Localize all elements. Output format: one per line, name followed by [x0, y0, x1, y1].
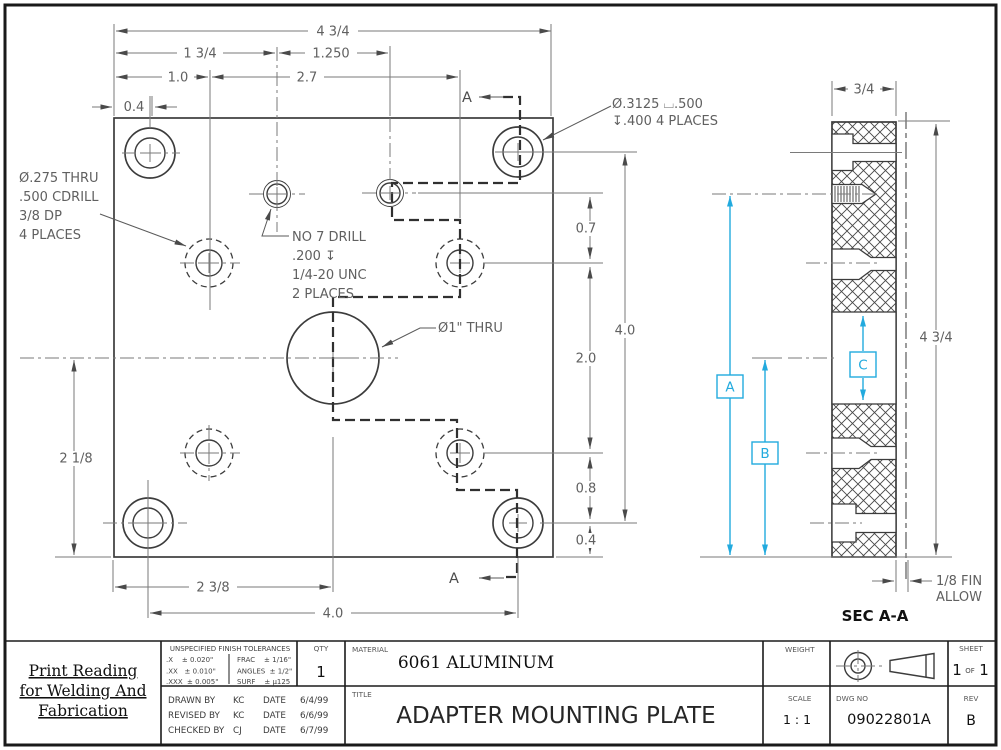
cutting-plane-line [333, 97, 520, 577]
front-dimensions [52, 24, 643, 622]
rev-box [964, 694, 979, 729]
fin-allow-line1: 1/8 FIN [936, 574, 983, 589]
signoff-date-label-3: DATE [263, 726, 286, 736]
signoff-initials-2: KC [233, 711, 245, 721]
projection-symbol [836, 650, 934, 682]
dim-2-7: 2.7 [296, 70, 318, 86]
org-line2: for Welding And [19, 682, 147, 700]
tol-frac: FRAC ± 1/16" [237, 656, 292, 664]
sheet-total: 1 [979, 661, 989, 679]
section-view [712, 112, 906, 582]
sheet-num: 1 [952, 661, 962, 679]
callout-tap-3: 1/4-20 UNC [292, 268, 367, 283]
scale-label: SCALE [788, 694, 812, 703]
callout-tap-1: NO 7 DRILL [292, 230, 366, 245]
dim-section-height: 4 3/4 [919, 330, 953, 346]
tol-angles: ANGLES ± 1/2" [237, 667, 293, 676]
signoff-box [168, 696, 328, 736]
signoff-role-1: DRAWN BY [168, 696, 216, 706]
callout-center-hole: Ø1" THRU [438, 321, 503, 336]
title-box [351, 690, 716, 729]
weight-label: WEIGHT [785, 645, 815, 654]
sheet-box [952, 644, 989, 679]
signoff-date-3: 6/7/99 [300, 726, 329, 736]
dim-2-1-8: 2 1/8 [59, 451, 93, 467]
tol-xxx: .XXX ± 0.005" [166, 678, 219, 686]
dim-4-0-right: 4.0 [614, 323, 636, 339]
balloon-label-c[interactable]: C [858, 357, 868, 374]
tol-xx: .XX ± 0.010" [166, 667, 216, 676]
dim-1-0: 1.0 [167, 70, 189, 86]
callout-cdrill-1: Ø.275 THRU [19, 171, 99, 186]
dim-2-0: 2.0 [575, 351, 597, 367]
callout-cbore-2: ↧.400 4 PLACES [612, 114, 718, 129]
fin-allow-line2: ALLOW [936, 590, 983, 605]
cdrill-hole-lower-right [436, 429, 484, 477]
dim-2-3-8: 2 3/8 [196, 580, 230, 596]
signoff-date-1: 6/4/99 [300, 696, 329, 706]
callout-tap-4: 2 PLACES [292, 287, 354, 302]
dwg-no-value: 09022801A [847, 712, 931, 728]
weight-box [785, 645, 815, 654]
dim-0-7: 0.7 [575, 221, 597, 237]
tol-x: .X ± 0.020" [166, 656, 214, 664]
tolerance-header: UNSPECIFIED FINISH TOLERANCES [169, 645, 291, 653]
front-view [20, 47, 553, 577]
callout-cdrill-3: 3/8 DP [19, 209, 62, 224]
signoff-date-label-1: DATE [263, 696, 286, 706]
title-block [6, 641, 995, 744]
dim-1-3-4: 1 3/4 [183, 46, 217, 62]
dim-0-8: 0.8 [575, 481, 597, 497]
dwg-no-label: DWG NO [836, 694, 869, 703]
qty-label: QTY [313, 644, 329, 653]
callouts [19, 97, 718, 347]
dim-1-250: 1.250 [312, 46, 350, 62]
material-value: 6061 ALUMINUM [397, 653, 555, 673]
signoff-role-3: CHECKED BY [168, 726, 225, 736]
projection-cone-icon [890, 654, 934, 679]
drawing-title: ADAPTER MOUNTING PLATE [396, 703, 716, 729]
sheet-of: OF [965, 667, 975, 675]
callout-cdrill-2: .500 CDRILL [19, 190, 99, 205]
callout-cbore-1: Ø.3125 ⌴.500 [612, 97, 703, 112]
scale-value: 1 : 1 [782, 712, 812, 727]
rev-value: B [966, 713, 976, 729]
dim-overall-width: 4 3/4 [316, 24, 350, 40]
balloon-label-b[interactable]: B [760, 446, 770, 462]
material-box [352, 645, 554, 673]
signoff-initials-1: KC [233, 696, 245, 706]
balloon-label-a[interactable]: A [725, 379, 735, 396]
scale-box [783, 694, 812, 727]
dim-thickness: 3/4 [853, 82, 875, 98]
dwg-no-box [836, 694, 931, 728]
callout-cdrill-4: 4 PLACES [19, 228, 81, 243]
dim-0-4-bottom-right: 0.4 [575, 533, 597, 549]
qty-value: 1 [316, 663, 326, 681]
cut-label-a-top: A [462, 90, 472, 106]
org-box [19, 662, 146, 720]
dim-0-4-top: 0.4 [123, 100, 145, 115]
section-label: SEC A-A [841, 607, 909, 625]
org-line1: Print Reading [28, 662, 138, 680]
signoff-date-label-2: DATE [263, 711, 286, 721]
cut-label-a-bottom: A [449, 571, 459, 587]
org-line3: Fabrication [38, 702, 128, 720]
material-label: MATERIAL [352, 645, 389, 654]
tol-surf: SURF ± µ125 [237, 678, 291, 686]
title-label: TITLE [352, 690, 372, 699]
callout-tap-2: .200 ↧ [292, 249, 336, 264]
signoff-date-2: 6/6/99 [300, 711, 329, 721]
signoff-role-2: REVISED BY [168, 711, 220, 721]
qty-box [314, 644, 329, 681]
dim-4-0-bottom: 4.0 [322, 606, 344, 622]
sheet-label: SHEET [959, 644, 983, 653]
signoff-initials-3: CJ [233, 726, 242, 736]
rev-label: REV [963, 694, 979, 703]
